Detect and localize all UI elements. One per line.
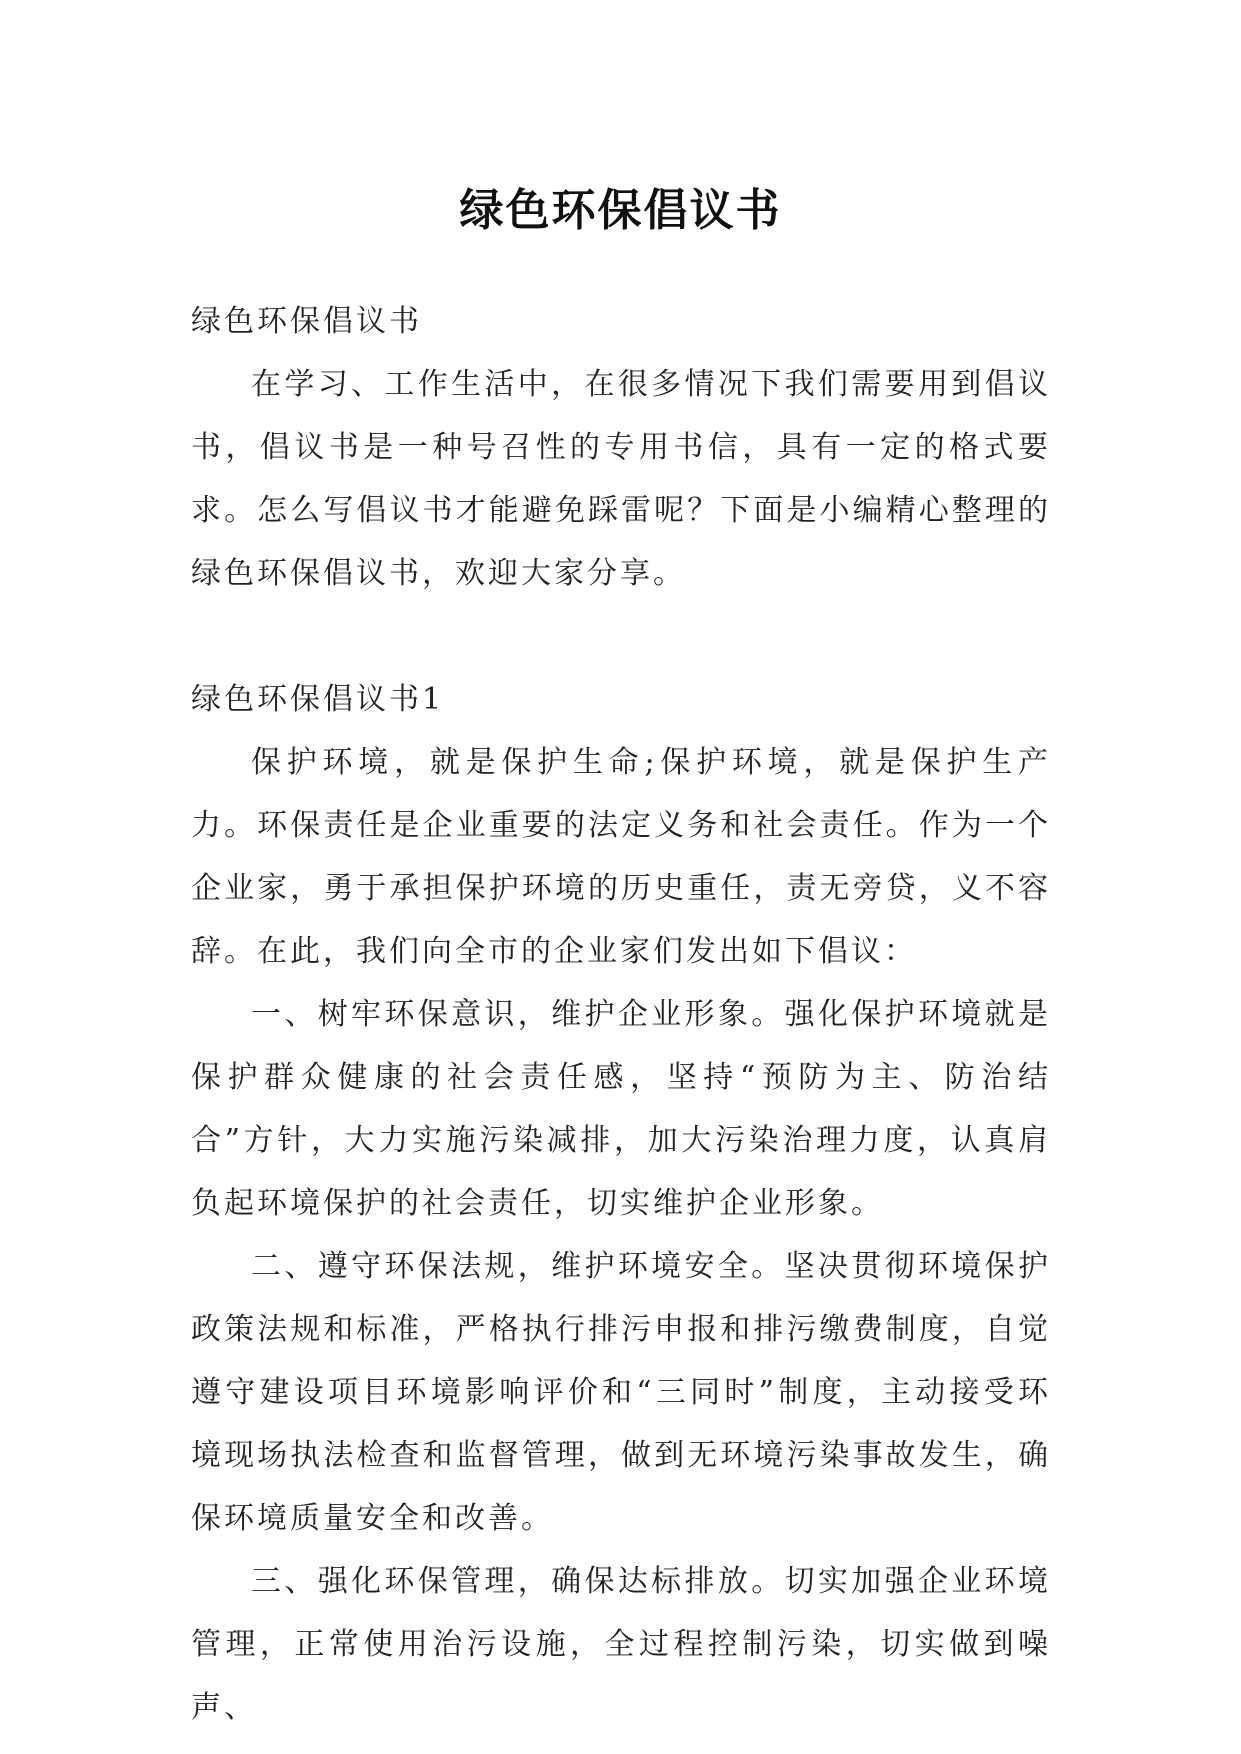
body-paragraph: 一、树牢环保意识，维护企业形象。强化保护环境就是保护群众健康的社会责任感，坚持“预防为主、防治结合”方针，大力实施污染减排，加大污染治理力度，认真肩负起环境保护的社会责任，切实维护企业形象。	[191, 997, 1051, 1221]
intro-paragraph: 在学习、工作生活中，在很多情况下我们需要用到倡议书，倡议书是一种号召性的专用书信，具有一定的格式要求。怎么写倡议书才能避免踩雷呢？下面是小编精心整理的绿色环保倡议书，欢迎大家分享。	[191, 367, 1051, 591]
section-heading: 绿色环保倡议书1	[191, 682, 445, 717]
body-paragraph: 二、遵守环保法规，维护环境安全。坚决贯彻环境保护政策法规和标准，严格执行排污申报和排污缴费制度，自觉遵守建设项目环境影响评价和“三同时”制度，主动接受环境现场执法检查和监督管理，做到无环境污染事故发生，确保环境质量安全和改善。	[191, 1249, 1051, 1536]
body-paragraph: 保护环境，就是保护生命;保护环境，就是保护生产力。环保责任是企业重要的法定义务和社会责任。作为一个企业家，勇于承担保护环境的历史重任，责无旁贷，义不容辞。在此，我们向全市的企业家们发出如下倡议：	[191, 745, 1051, 969]
body-paragraph: 三、强化环保管理，确保达标排放。切实加强企业环境管理，正常使用治污设施，全过程控制污染，切实做到噪声、	[191, 1564, 1051, 1725]
body-heading: 绿色环保倡议书	[191, 304, 422, 339]
document-body	[191, 290, 1051, 1739]
section-spacer	[191, 605, 1051, 668]
document-title: 绿色环保倡议书	[459, 185, 782, 237]
